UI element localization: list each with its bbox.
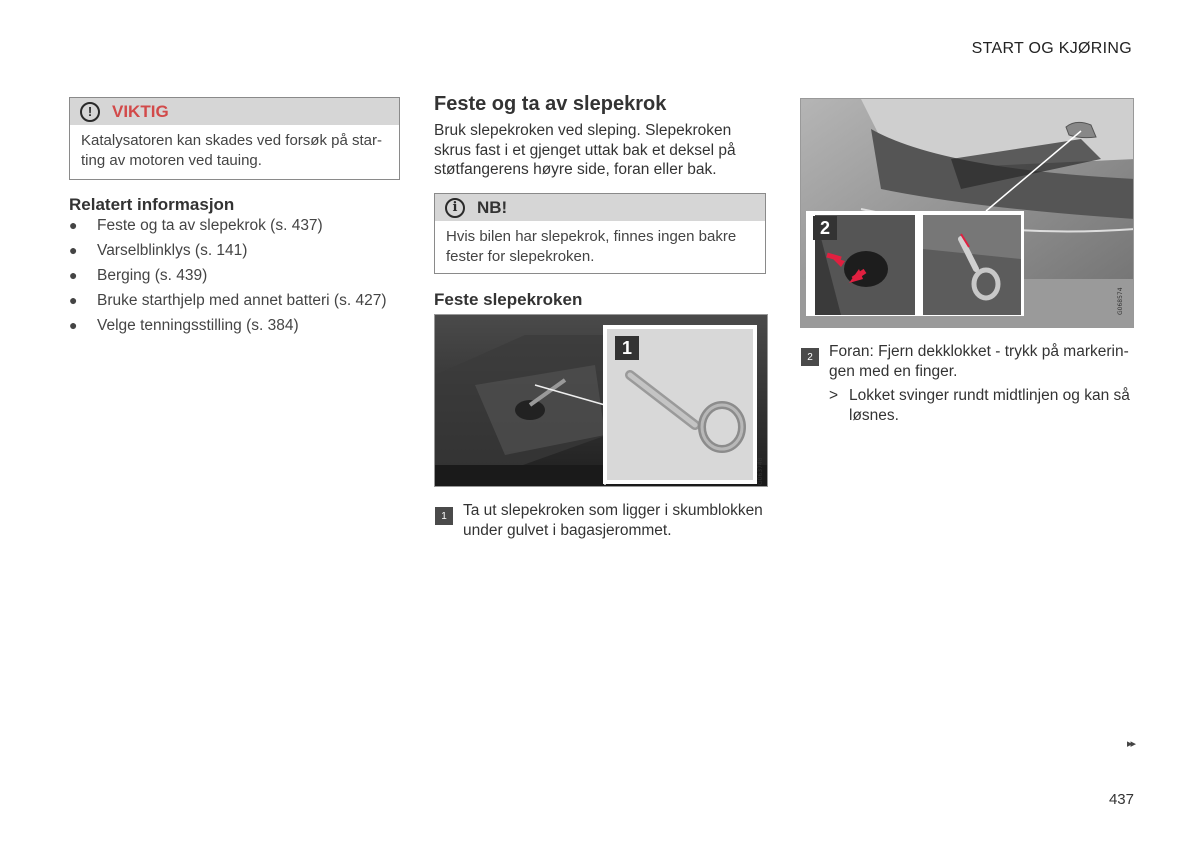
substep-text: Lokket svinger rundt midtlinjen og kan så løsnes.	[849, 387, 1130, 424]
step1-text: Ta ut slepekroken som ligger i skumblokken under gulvet i bagasjerommet.	[463, 502, 763, 539]
related-item[interactable]: ● Bruke starthjelp med annet batteri (s. 427)	[69, 292, 387, 309]
step2-text: Foran: Fjern dekklokket - trykk på markerin- gen med en finger.	[829, 343, 1129, 380]
note-label: NB!	[477, 197, 508, 217]
trunk-illustration	[435, 315, 768, 487]
page-title: Feste og ta av slepekrok	[434, 93, 667, 115]
section-header: START OG KJØRING	[971, 40, 1132, 57]
exclamation-icon: !	[80, 102, 100, 122]
warning-text: Katalysatoren kan skades ved forsøk på star- ting av motoren ved tauing.	[81, 132, 382, 169]
bumper-photo	[800, 98, 1134, 328]
step2-number: 2	[801, 348, 819, 366]
trunk-photo	[434, 314, 768, 487]
figure2-callout: 2	[813, 216, 837, 240]
note-text: Hvis bilen har slepekrok, finnes ingen bakre fester for slepekroken.	[446, 228, 737, 265]
warning-bar	[70, 98, 399, 125]
substep-marker: >	[829, 387, 839, 404]
related-item[interactable]: ● Velge tenningsstilling (s. 384)	[69, 317, 299, 334]
figure1-callout: 1	[615, 336, 639, 360]
subsection-title: Feste slepekroken	[434, 290, 583, 309]
note-box	[434, 193, 766, 274]
related-item[interactable]: ● Feste og ta av slepekrok (s. 437)	[69, 217, 323, 234]
figure2-code: G068574	[1117, 287, 1124, 315]
related-title: Relatert informasjon	[69, 195, 235, 214]
intro-text: Bruk slepekroken ved sleping. Slepekroken skrus fast i et gjenget uttak bak et deksel på støtfangerens høyre side, foran eller bak.	[434, 122, 736, 178]
info-icon: i	[445, 198, 465, 218]
related-list	[69, 216, 386, 341]
step1-number: 1	[435, 507, 453, 525]
note-bar	[435, 194, 765, 221]
warning-box	[69, 97, 400, 180]
related-item[interactable]: ● Varselblinklys (s. 141)	[69, 242, 248, 259]
bumper-illustration	[801, 99, 1134, 328]
page-number: 437	[1108, 791, 1134, 808]
related-item[interactable]: ● Berging (s. 439)	[69, 267, 208, 284]
continue-icon: ▸▸	[1126, 738, 1134, 750]
warning-label: VIKTIG	[112, 101, 169, 121]
figure1-code: G063748	[757, 457, 764, 485]
